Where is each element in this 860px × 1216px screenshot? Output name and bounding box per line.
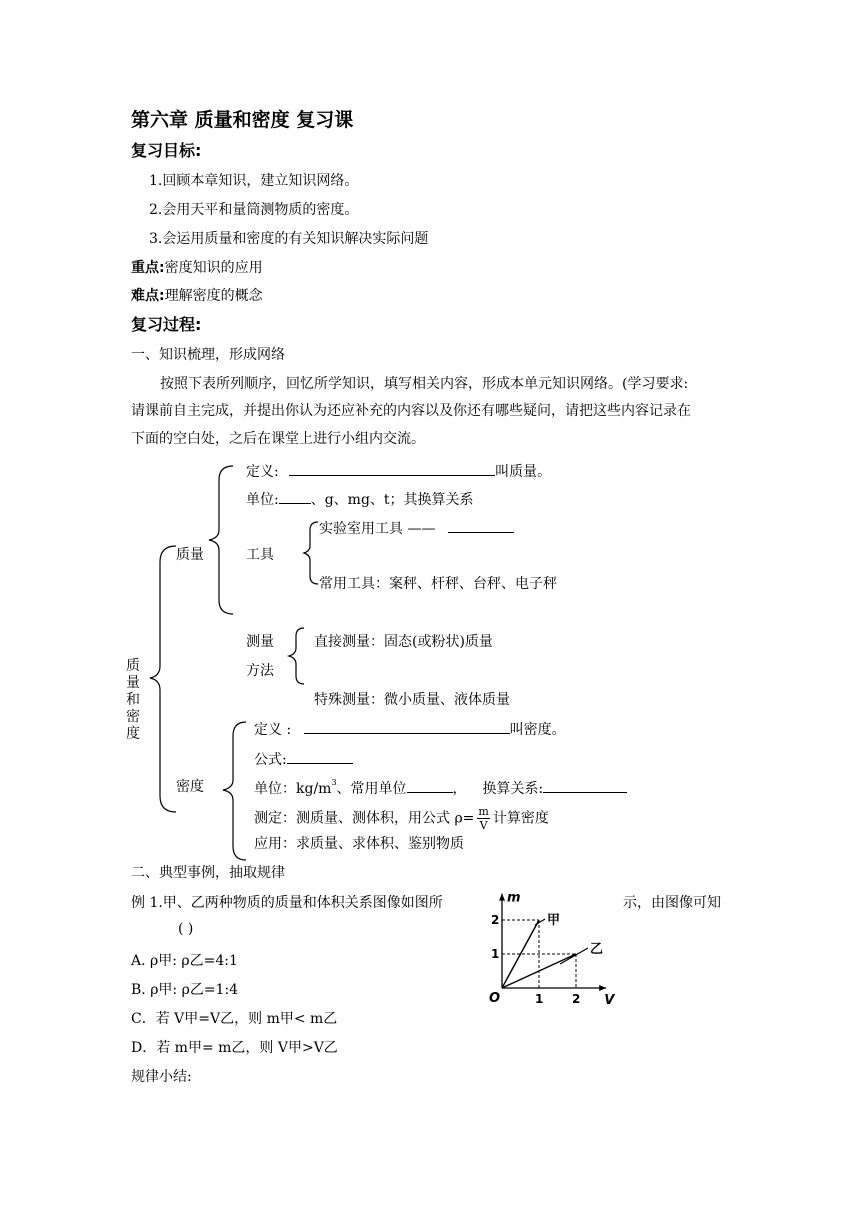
y-tick-label: 2 [491,913,500,927]
density-apply: 应用：求质量、求体积、鉴别物质 [254,836,464,852]
option-a: A. ρ甲: ρ乙=4:1 [131,953,238,969]
section2-heading: 二、典型事例，抽取规律 [131,865,285,881]
x-axis-label: V [604,993,615,1008]
density-brace-icon [223,722,246,860]
series-line-extension [560,948,588,964]
x-tick-label: 1 [535,992,544,1006]
origin-label: O [489,991,501,1006]
tool-brace-icon [304,522,318,584]
difficulty [131,287,263,305]
process-heading: 复习过程: [131,315,202,334]
density-conversion-blank [543,778,627,793]
method-label-1: 测量 [246,634,274,650]
y-tick-label: 1 [491,947,500,961]
lab-tool-text: 实验室用工具 —— [319,521,436,537]
goal-item-1: 1.回顾本章知识，建立知识网络。 [149,173,359,189]
option-c: C．若 V甲=V乙，则 m甲< m乙 [131,1011,338,1027]
intro-line-1: 按照下表所列顺序，回忆所学知识，填写相关内容，形成本单元知识网络。(学习要求: [160,376,689,392]
intro-line-2: 请课前自主完成，并提出你认为还应补充的内容以及你还有哪些疑问，请把这些内容记录在 [131,403,691,419]
x-axis-arrow-icon [599,985,606,991]
density-unit: 单位：$kg/m^3$、常用单位 ， 换算关系: [254,778,627,800]
section1-heading: 一、知识梳理，形成网络 [131,347,285,363]
mass-def-suffix: 叫质量。 [495,464,552,480]
intro-line-3: 下面的空白处，之后在课堂上进行小组内交流。 [131,431,425,447]
fraction-denominator: V [479,819,488,832]
density-definition [254,719,566,739]
example1-stem-right: 示，由图像可知 [623,895,721,911]
density-unit-common: 、常用单位 [336,781,407,797]
method-label-2: 方法 [246,663,274,679]
density-def-blank [304,719,510,734]
series-line-2 [502,954,576,988]
fraction-numerator: m [478,805,489,818]
density-measure [254,805,549,832]
special-measure: 特殊测量：微小质量、液体质量 [314,692,510,708]
tool-label: 工具 [246,547,274,563]
lab-tool [319,518,514,538]
tree-root-label: 质量和密度 [126,658,140,742]
common-tool: 常用工具：案秤、杆秤、台秤、电子秤 [319,576,557,592]
goal-item-2: 2.会用天平和量筒测物质的密度。 [149,202,359,218]
goal-item-3: 3.会运用质量和密度的有关知识解决实际问题 [149,231,429,247]
density-formula-prefix: 公式: [254,752,287,768]
page-title: 第六章 质量和密度 复习课 [131,109,354,131]
option-d: D．若 m甲= m乙，则 V甲>V乙 [131,1040,338,1056]
key-point-label: 重点: [131,260,165,276]
key-point-text: 密度知识的应用 [164,260,263,276]
difficulty-label: 难点: [131,288,165,304]
density-def-suffix: 叫密度。 [509,722,566,738]
summary-label: 规律小结: [131,1069,192,1085]
key-point [131,259,263,277]
density-measure-suffix: 计算密度 [492,810,549,827]
density-conversion: 换算关系: [482,781,544,797]
density-formula [254,749,353,769]
density-unit-prefix: 单位：kg/m [254,781,332,797]
density-def-prefix: 定义 : [254,722,292,738]
option-b: B. ρ甲: ρ乙=1:4 [131,982,239,998]
y-axis-label: m [507,890,521,906]
example1-stem-left: 例 1.甲、乙两种物质的质量和体积关系图像如图所 [131,895,443,911]
density-fraction [477,805,489,832]
density-rho: ρ= [454,810,475,827]
direct-measure: 直接测量：固态(或粉状)质量 [314,634,493,650]
mass-unit-prefix: 单位: [246,492,279,508]
mass-definition [246,461,551,481]
density-unit-blank [407,778,453,793]
mass-unit-blank [279,489,311,504]
mass-unit-suffix: 、g、mg、t；其换算关系 [310,492,474,508]
series-label-2: 乙 [590,942,604,957]
goals-heading: 复习目标: [131,141,202,160]
example1-answer-blank: ( ) [178,921,194,937]
series-line-1 [502,920,539,988]
x-tick-label: 2 [572,992,581,1006]
mass-unit [246,489,474,509]
mass-label: 质量 [176,547,204,563]
density-measure-prefix: 测定：测质量、测体积，用公式 [254,810,450,827]
mass-def-prefix: 定义: [246,464,279,480]
root-brace-icon [150,546,176,812]
series-line-extension [535,919,545,925]
method-brace-icon [289,628,304,684]
density-label: 密度 [176,779,204,795]
density-unit-sup: 3 [331,778,337,787]
difficulty-text: 理解密度的概念 [164,288,263,304]
lab-tool-blank [448,518,514,533]
mass-def-blank [289,461,495,476]
mass-brace-icon [209,466,233,614]
series-label-1: 甲 [547,913,561,928]
density-formula-blank [287,749,353,764]
y-axis-arrow-icon [499,894,505,901]
